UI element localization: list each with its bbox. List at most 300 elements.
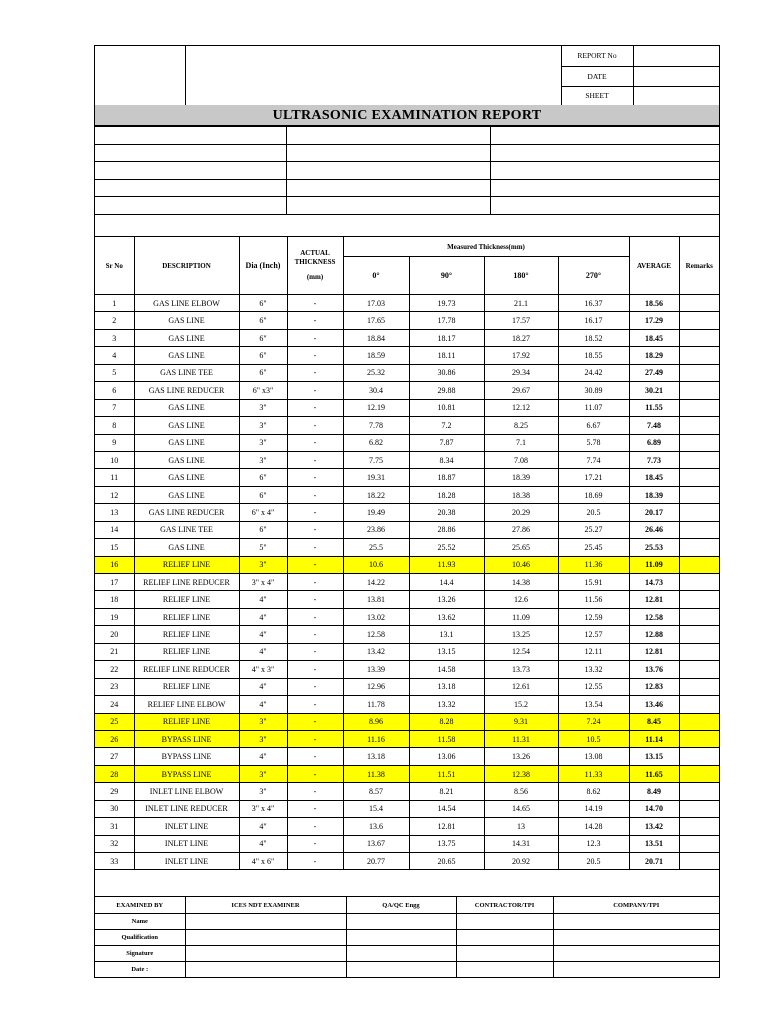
- header-actual-thickness: [287, 237, 343, 295]
- row-thickness-0: 13.39: [343, 661, 409, 678]
- row-actual-thickness: -: [287, 818, 343, 835]
- row-thickness-0: 12.58: [343, 626, 409, 643]
- row-dia: 4": [239, 643, 287, 660]
- row-thickness-90: 18.28: [409, 486, 484, 503]
- row-dia: 4": [239, 678, 287, 695]
- row-sr-no: 15: [95, 539, 134, 556]
- row-actual-thickness: -: [287, 853, 343, 870]
- row-remarks: [679, 486, 719, 503]
- row-thickness-180: 13.25: [484, 626, 558, 643]
- row-description: RELIEF LINE: [134, 713, 239, 730]
- row-actual-thickness: -: [287, 556, 343, 573]
- row-remarks: [679, 399, 719, 416]
- table-row: [95, 713, 719, 730]
- row-average: 20.17: [629, 504, 679, 521]
- row-thickness-0: 15.4: [343, 800, 409, 817]
- row-thickness-0: 8.57: [343, 783, 409, 800]
- row-average: 11.09: [629, 556, 679, 573]
- row-actual-thickness: -: [287, 295, 343, 312]
- info-cell: [95, 180, 286, 197]
- row-thickness-270: 11.07: [558, 399, 629, 416]
- row-thickness-270: 7.24: [558, 713, 629, 730]
- row-sr-no: 11: [95, 469, 134, 486]
- row-remarks: [679, 748, 719, 765]
- row-remarks: [679, 539, 719, 556]
- signoff-company: COMPANY/TPI: [553, 897, 719, 914]
- table-row: [95, 486, 719, 503]
- row-thickness-90: 18.87: [409, 469, 484, 486]
- row-actual-thickness: -: [287, 417, 343, 434]
- signoff-field[interactable]: [185, 962, 346, 978]
- row-thickness-270: 25.45: [558, 539, 629, 556]
- row-average: 30.21: [629, 382, 679, 399]
- row-sr-no: 16: [95, 556, 134, 573]
- row-actual-thickness: -: [287, 643, 343, 660]
- row-thickness-180: 29.34: [484, 364, 558, 381]
- row-description: GAS LINE: [134, 312, 239, 329]
- row-actual-thickness: -: [287, 504, 343, 521]
- sheet-label: SHEET: [561, 86, 633, 105]
- row-actual-thickness: -: [287, 835, 343, 852]
- table-row: [95, 504, 719, 521]
- row-dia: 4": [239, 608, 287, 625]
- row-average: 7.48: [629, 417, 679, 434]
- row-actual-thickness: -: [287, 678, 343, 695]
- row-thickness-90: 13.15: [409, 643, 484, 660]
- row-description: BYPASS LINE: [134, 748, 239, 765]
- row-thickness-90: 17.78: [409, 312, 484, 329]
- row-thickness-270: 14.28: [558, 818, 629, 835]
- row-thickness-270: 6.67: [558, 417, 629, 434]
- row-actual-thickness: -: [287, 591, 343, 608]
- row-thickness-270: 12.3: [558, 835, 629, 852]
- row-dia: 6": [239, 329, 287, 346]
- info-cell: [95, 162, 286, 180]
- blank-spacer: [95, 868, 719, 896]
- row-actual-thickness: -: [287, 329, 343, 346]
- row-remarks: [679, 364, 719, 381]
- row-thickness-270: 13.32: [558, 661, 629, 678]
- row-description: INLET LINE: [134, 835, 239, 852]
- row-description: RELIEF LINE REDUCER: [134, 574, 239, 591]
- row-thickness-0: 11.16: [343, 730, 409, 747]
- signoff-field[interactable]: [185, 930, 346, 946]
- info-cell: [95, 145, 286, 162]
- signoff-field[interactable]: [185, 946, 346, 962]
- table-row: [95, 312, 719, 329]
- signoff-field[interactable]: [553, 914, 719, 930]
- row-thickness-180: 14.38: [484, 574, 558, 591]
- row-description: INLET LINE: [134, 818, 239, 835]
- signoff-field[interactable]: [553, 930, 719, 946]
- row-actual-thickness: -: [287, 748, 343, 765]
- row-description: GAS LINE: [134, 539, 239, 556]
- row-average: 8.49: [629, 783, 679, 800]
- table-row: [95, 556, 719, 573]
- header-deg-0: 0°: [343, 257, 409, 295]
- row-actual-thickness: -: [287, 696, 343, 713]
- info-cell: [286, 197, 490, 215]
- row-description: RELIEF LINE: [134, 556, 239, 573]
- signoff-field[interactable]: [185, 914, 346, 930]
- row-thickness-90: 11.51: [409, 765, 484, 782]
- row-sr-no: 29: [95, 783, 134, 800]
- row-average: 18.56: [629, 295, 679, 312]
- row-thickness-90: 20.38: [409, 504, 484, 521]
- row-average: 7.73: [629, 451, 679, 468]
- row-remarks: [679, 818, 719, 835]
- row-actual-thickness: -: [287, 434, 343, 451]
- row-thickness-0: 13.67: [343, 835, 409, 852]
- row-actual-thickness: -: [287, 574, 343, 591]
- row-sr-no: 31: [95, 818, 134, 835]
- date-value: [633, 66, 719, 86]
- signoff-examined-by: EXAMINED BY: [95, 897, 185, 914]
- row-thickness-270: 12.11: [558, 643, 629, 660]
- row-thickness-0: 25.32: [343, 364, 409, 381]
- row-actual-thickness: -: [287, 521, 343, 538]
- row-actual-thickness: -: [287, 312, 343, 329]
- row-thickness-90: 10.81: [409, 399, 484, 416]
- row-thickness-0: 18.59: [343, 347, 409, 364]
- row-actual-thickness: -: [287, 364, 343, 381]
- signoff-qualification-label: Qualification: [95, 930, 185, 946]
- row-average: 14.70: [629, 800, 679, 817]
- row-description: GAS LINE TEE: [134, 521, 239, 538]
- row-thickness-90: 12.81: [409, 818, 484, 835]
- report-no-value: [633, 46, 719, 66]
- row-average: 12.58: [629, 608, 679, 625]
- table-row: [95, 434, 719, 451]
- row-dia: 4": [239, 696, 287, 713]
- row-thickness-0: 7.78: [343, 417, 409, 434]
- row-average: 18.29: [629, 347, 679, 364]
- row-thickness-0: 13.81: [343, 591, 409, 608]
- row-dia: 3": [239, 451, 287, 468]
- signoff-contractor: CONTRACTOR/TPI: [456, 897, 553, 914]
- row-average: 13.76: [629, 661, 679, 678]
- row-remarks: [679, 434, 719, 451]
- row-average: 18.45: [629, 329, 679, 346]
- signoff-ndt-examiner: ICES NDT EXAMINER: [185, 897, 346, 914]
- row-thickness-270: 25.27: [558, 521, 629, 538]
- table-row: [95, 521, 719, 538]
- row-thickness-270: 12.57: [558, 626, 629, 643]
- table-row: [95, 661, 719, 678]
- row-thickness-270: 7.74: [558, 451, 629, 468]
- header-measured-thickness: Measured Thickness(mm): [343, 237, 629, 257]
- row-actual-thickness: -: [287, 486, 343, 503]
- row-actual-thickness: -: [287, 382, 343, 399]
- row-remarks: [679, 451, 719, 468]
- row-thickness-180: 13: [484, 818, 558, 835]
- header-sr-no: Sr No: [95, 237, 134, 295]
- row-thickness-0: 13.42: [343, 643, 409, 660]
- row-description: GAS LINE: [134, 434, 239, 451]
- info-cell: [286, 127, 490, 145]
- row-thickness-0: 20.77: [343, 853, 409, 870]
- row-average: 6.89: [629, 434, 679, 451]
- row-description: BYPASS LINE: [134, 730, 239, 747]
- row-average: 26.46: [629, 521, 679, 538]
- row-thickness-90: 29.88: [409, 382, 484, 399]
- table-row: [95, 591, 719, 608]
- row-thickness-270: 18.69: [558, 486, 629, 503]
- row-actual-thickness: -: [287, 608, 343, 625]
- table-row: [95, 539, 719, 556]
- row-remarks: [679, 591, 719, 608]
- row-thickness-90: 20.65: [409, 853, 484, 870]
- row-thickness-270: 5.78: [558, 434, 629, 451]
- row-remarks: [679, 556, 719, 573]
- row-average: 18.45: [629, 469, 679, 486]
- row-sr-no: 30: [95, 800, 134, 817]
- row-description: BYPASS LINE: [134, 765, 239, 782]
- row-thickness-0: 13.6: [343, 818, 409, 835]
- info-cell: [490, 180, 719, 197]
- row-dia: 4": [239, 591, 287, 608]
- row-description: RELIEF LINE: [134, 643, 239, 660]
- table-row: [95, 696, 719, 713]
- row-dia: 3": [239, 434, 287, 451]
- row-remarks: [679, 469, 719, 486]
- date-label: DATE: [561, 66, 633, 86]
- row-dia: 3" x 4": [239, 800, 287, 817]
- row-remarks: [679, 574, 719, 591]
- table-row: [95, 835, 719, 852]
- header-average: AVERAGE: [629, 237, 679, 295]
- row-thickness-0: 13.02: [343, 608, 409, 625]
- row-dia: 4" x 6": [239, 853, 287, 870]
- row-actual-thickness: -: [287, 661, 343, 678]
- row-thickness-270: 12.59: [558, 608, 629, 625]
- row-remarks: [679, 765, 719, 782]
- row-thickness-180: 14.65: [484, 800, 558, 817]
- row-sr-no: 2: [95, 312, 134, 329]
- row-thickness-90: 14.4: [409, 574, 484, 591]
- signoff-field[interactable]: [553, 946, 719, 962]
- row-thickness-0: 8.96: [343, 713, 409, 730]
- info-cell: [286, 145, 490, 162]
- header-actual-label: ACTUAL THICKNESS: [294, 249, 336, 266]
- row-average: 12.81: [629, 643, 679, 660]
- row-thickness-270: 11.56: [558, 591, 629, 608]
- row-thickness-0: 23.86: [343, 521, 409, 538]
- row-remarks: [679, 504, 719, 521]
- row-thickness-90: 25.52: [409, 539, 484, 556]
- row-dia: 6": [239, 295, 287, 312]
- header-actual-unit: (mm): [306, 273, 324, 281]
- row-average: 25.53: [629, 539, 679, 556]
- row-dia: 3": [239, 556, 287, 573]
- row-thickness-180: 21.1: [484, 295, 558, 312]
- row-description: GAS LINE: [134, 486, 239, 503]
- row-actual-thickness: -: [287, 783, 343, 800]
- row-dia: 3": [239, 713, 287, 730]
- row-sr-no: 20: [95, 626, 134, 643]
- row-thickness-180: 18.27: [484, 329, 558, 346]
- row-thickness-270: 20.5: [558, 853, 629, 870]
- row-dia: 6": [239, 521, 287, 538]
- row-thickness-90: 8.28: [409, 713, 484, 730]
- row-thickness-180: 27.86: [484, 521, 558, 538]
- row-remarks: [679, 783, 719, 800]
- row-sr-no: 12: [95, 486, 134, 503]
- row-description: GAS LINE: [134, 347, 239, 364]
- row-thickness-0: 13.18: [343, 748, 409, 765]
- row-sr-no: 4: [95, 347, 134, 364]
- row-dia: 6": [239, 469, 287, 486]
- row-thickness-90: 28.86: [409, 521, 484, 538]
- row-remarks: [679, 730, 719, 747]
- row-remarks: [679, 835, 719, 852]
- row-thickness-270: 16.17: [558, 312, 629, 329]
- row-sr-no: 9: [95, 434, 134, 451]
- signoff-field[interactable]: [346, 946, 456, 962]
- row-sr-no: 33: [95, 853, 134, 870]
- row-thickness-270: 8.62: [558, 783, 629, 800]
- row-average: 17.29: [629, 312, 679, 329]
- row-actual-thickness: -: [287, 800, 343, 817]
- row-description: GAS LINE REDUCER: [134, 504, 239, 521]
- row-thickness-180: 12.12: [484, 399, 558, 416]
- row-description: GAS LINE: [134, 399, 239, 416]
- signoff-field[interactable]: [346, 914, 456, 930]
- row-dia: 6" x 4": [239, 504, 287, 521]
- signoff-field[interactable]: [456, 962, 553, 978]
- info-grid: [95, 126, 719, 215]
- table-row: [95, 765, 719, 782]
- signoff-table: [95, 896, 719, 978]
- row-remarks: [679, 661, 719, 678]
- row-description: RELIEF LINE REDUCER: [134, 661, 239, 678]
- row-thickness-0: 17.03: [343, 295, 409, 312]
- row-thickness-90: 13.18: [409, 678, 484, 695]
- signoff-qaqc: QA/QC Engg: [346, 897, 456, 914]
- signoff-field[interactable]: [553, 962, 719, 978]
- row-thickness-180: 10.46: [484, 556, 558, 573]
- row-thickness-180: 12.38: [484, 765, 558, 782]
- row-description: GAS LINE: [134, 451, 239, 468]
- row-dia: 4": [239, 818, 287, 835]
- row-thickness-0: 17.65: [343, 312, 409, 329]
- row-description: GAS LINE TEE: [134, 364, 239, 381]
- row-remarks: [679, 329, 719, 346]
- logo-cell: [95, 46, 185, 105]
- row-thickness-270: 12.55: [558, 678, 629, 695]
- row-sr-no: 14: [95, 521, 134, 538]
- row-average: 14.73: [629, 574, 679, 591]
- row-average: 18.39: [629, 486, 679, 503]
- row-thickness-90: 8.21: [409, 783, 484, 800]
- signoff-field[interactable]: [456, 914, 553, 930]
- row-sr-no: 10: [95, 451, 134, 468]
- row-remarks: [679, 608, 719, 625]
- table-row: [95, 469, 719, 486]
- row-description: GAS LINE: [134, 417, 239, 434]
- signoff-field[interactable]: [456, 930, 553, 946]
- header-description: DESCRIPTION: [134, 237, 239, 295]
- row-actual-thickness: -: [287, 626, 343, 643]
- row-thickness-270: 16.37: [558, 295, 629, 312]
- row-dia: 6": [239, 364, 287, 381]
- row-thickness-180: 9.31: [484, 713, 558, 730]
- row-thickness-0: 12.96: [343, 678, 409, 695]
- thickness-rows: [95, 295, 719, 870]
- row-sr-no: 21: [95, 643, 134, 660]
- row-average: 12.83: [629, 678, 679, 695]
- row-thickness-0: 11.38: [343, 765, 409, 782]
- signoff-date-label: Date :: [95, 962, 185, 978]
- row-thickness-180: 18.38: [484, 486, 558, 503]
- row-sr-no: 6: [95, 382, 134, 399]
- info-cell: [286, 180, 490, 197]
- signoff-name-label: Name: [95, 914, 185, 930]
- row-description: RELIEF LINE: [134, 591, 239, 608]
- row-actual-thickness: -: [287, 347, 343, 364]
- row-thickness-180: 12.6: [484, 591, 558, 608]
- signoff-field[interactable]: [346, 962, 456, 978]
- row-thickness-90: 13.75: [409, 835, 484, 852]
- row-thickness-270: 14.19: [558, 800, 629, 817]
- row-actual-thickness: -: [287, 469, 343, 486]
- table-row: [95, 800, 719, 817]
- table-row: [95, 818, 719, 835]
- row-thickness-90: 14.58: [409, 661, 484, 678]
- table-row: [95, 608, 719, 625]
- row-thickness-180: 13.73: [484, 661, 558, 678]
- table-row: [95, 399, 719, 416]
- report-header: [95, 46, 719, 106]
- row-description: GAS LINE ELBOW: [134, 295, 239, 312]
- row-average: 20.71: [629, 853, 679, 870]
- row-remarks: [679, 800, 719, 817]
- row-thickness-90: 14.54: [409, 800, 484, 817]
- row-remarks: [679, 382, 719, 399]
- row-remarks: [679, 713, 719, 730]
- row-sr-no: 24: [95, 696, 134, 713]
- row-dia: 4" x 3": [239, 661, 287, 678]
- row-dia: 4": [239, 835, 287, 852]
- signoff-signature-label: Signature: [95, 946, 185, 962]
- table-row: [95, 417, 719, 434]
- table-row: [95, 643, 719, 660]
- row-remarks: [679, 417, 719, 434]
- signoff-field[interactable]: [346, 930, 456, 946]
- row-thickness-180: 11.31: [484, 730, 558, 747]
- row-actual-thickness: -: [287, 765, 343, 782]
- sheet-value: [633, 86, 719, 105]
- signoff-field[interactable]: [456, 946, 553, 962]
- row-thickness-0: 12.19: [343, 399, 409, 416]
- row-sr-no: 25: [95, 713, 134, 730]
- info-cell: [490, 162, 719, 180]
- row-dia: 5": [239, 539, 287, 556]
- row-thickness-180: 25.65: [484, 539, 558, 556]
- row-thickness-90: 13.26: [409, 591, 484, 608]
- row-sr-no: 5: [95, 364, 134, 381]
- row-sr-no: 18: [95, 591, 134, 608]
- row-thickness-90: 11.93: [409, 556, 484, 573]
- row-dia: 3": [239, 765, 287, 782]
- row-average: 12.88: [629, 626, 679, 643]
- report-title: ULTRASONIC EXAMINATION REPORT: [95, 105, 719, 126]
- row-thickness-270: 15.91: [558, 574, 629, 591]
- row-dia: 6": [239, 486, 287, 503]
- info-cell: [95, 127, 286, 145]
- row-thickness-90: 18.11: [409, 347, 484, 364]
- row-average: 13.51: [629, 835, 679, 852]
